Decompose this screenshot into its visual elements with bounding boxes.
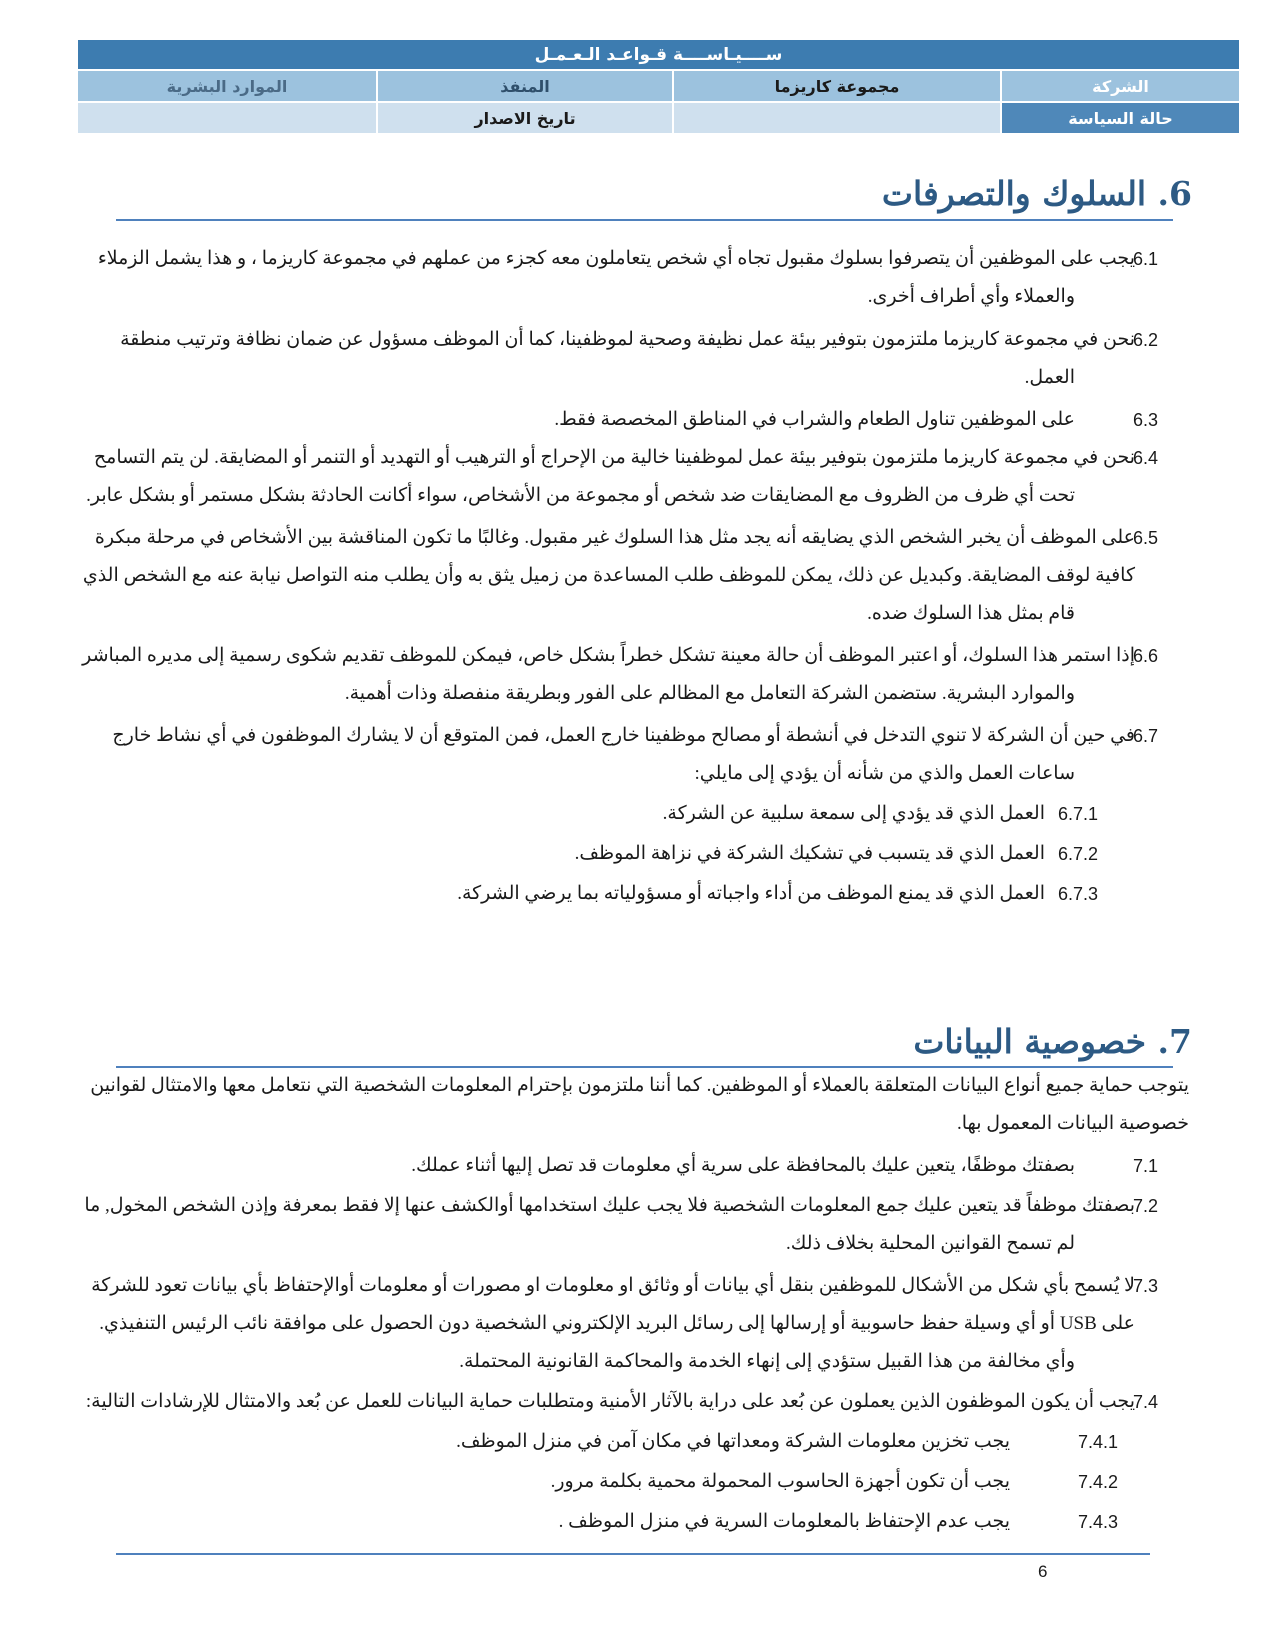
- item-6-1-line-1: يجب على الموظفين أن يتصرفوا بسلوك مقبول تجاه أي شخص يتعاملون معه كجزء من عملهم في مجموعة كاريزما ، و هذا يشمل الزملاء: [97, 248, 1135, 269]
- subitem-number: 7.4.1: [1078, 1432, 1119, 1452]
- item-7-4-1-text: يجب تخزين معلومات الشركة ومعداتها في مكان آمن في منزل الموظف.: [456, 1431, 1010, 1452]
- item-6-4-line-2: تحت أي ظرف من الظروف مع المضايقات ضد شخص أو مجموعة من الأشخاص، سواء أكانت الحادثة بشكل مستمر أو بشكل عابر.: [86, 485, 1075, 506]
- company-label: الشركة: [1001, 70, 1240, 102]
- item-6-2-line-1: نحن في مجموعة كاريزما ملتزمون بتوفير بيئة عمل نظيفة وصحية لموظفينا، كما أن الموظف مسؤول عن ضمان نظافة وترتيب منطقة: [120, 329, 1135, 350]
- item-6-6-line-2: والموارد البشرية. ستضمن الشركة التعامل مع المظالم على الفور وبطريقة منفصلة وذات أهمية.: [344, 683, 1075, 704]
- item-6-7-line-2: ساعات العمل والذي من شأنه أن يؤدي إلى مايلي:: [694, 763, 1075, 784]
- item-6-7-line-1: في حين أن الشركة لا تنوي التدخل في أنشطة أو مصالح موظفينا خارج العمل، فمن المتوقع أن لا يشارك الموظفون في أي نشاط خارج: [112, 725, 1135, 746]
- item-number: 6.5: [1133, 528, 1159, 548]
- item-number: 6.4: [1133, 448, 1159, 468]
- item-number: 6.2: [1133, 330, 1159, 350]
- subitem-number: 6.7.2: [1058, 844, 1099, 864]
- item-6-5-line-1: على الموظف أن يخبر الشخص الذي يضايقه أنه يجد مثل هذا السلوك غير مقبول. وغالبًا ما تكون المناقشة بين الأشخاص في مرحلة مبكرة: [94, 527, 1135, 548]
- subitem-number: 7.4.3: [1078, 1512, 1119, 1532]
- executor-label: المنفذ: [377, 70, 673, 102]
- item-7-4-3-text: يجب عدم الإحتفاظ بالمعلومات السرية في منزل الموظف .: [558, 1511, 1010, 1532]
- header-row-status: [77, 102, 1240, 134]
- item-number: 7.2: [1133, 1196, 1159, 1216]
- issue-date-label: تاريخ الاصدار: [377, 102, 673, 134]
- item-6-1-line-2: والعملاء وأي أطراف أخرى.: [867, 286, 1075, 307]
- status-value: [673, 102, 1001, 134]
- header-row-company: [77, 70, 1240, 102]
- page-number: 6: [1038, 1562, 1048, 1581]
- section-6-heading: 6. السلوك والتصرفات: [881, 174, 1192, 213]
- item-number: 6.6: [1133, 646, 1159, 666]
- item-7-2-line-2: لم تسمح القوانين المحلية بخلاف ذلك.: [785, 1233, 1075, 1254]
- item-6-7-2-text: العمل الذي قد يتسبب في تشكيك الشركة في نزاهة الموظف.: [574, 843, 1045, 864]
- section-6-rule: [116, 219, 1173, 221]
- executor-value: الموارد البشرية: [77, 70, 377, 102]
- item-6-7-1-text: العمل الذي قد يؤدي إلى سمعة سلبية عن الشركة.: [662, 803, 1045, 824]
- section-7-heading: 7. خصوصية البيانات: [913, 1022, 1192, 1061]
- item-6-6-line-1: إذا استمر هذا السلوك، أو اعتبر الموظف أن حالة معينة تشكل خطراً بشكل خاص، فيمكن للموظف تقديم شكوى رسمية إلى مديره المباشر: [82, 645, 1135, 666]
- item-7-4-2-text: يجب أن تكون أجهزة الحاسوب المحمولة محمية بكلمة مرور.: [550, 1471, 1010, 1492]
- subitem-number: 6.7.1: [1058, 804, 1099, 824]
- issue-date-value: [77, 102, 377, 134]
- company-value: مجموعة كاريزما: [673, 70, 1001, 102]
- item-number: 6.1: [1133, 249, 1159, 269]
- item-number: 6.7: [1133, 726, 1159, 746]
- item-7-2-line-1: بصفتك موظفاً قد يتعين عليك جمع المعلومات الشخصية فلا يجب عليك استخدامها أوالكشف عنها إلا فقط بمعرفة وإذن الشخص المخول, ما: [84, 1195, 1135, 1216]
- item-6-3-line-1: على الموظفين تناول الطعام والشراب في المناطق المخصصة فقط.: [554, 409, 1075, 430]
- item-7-3-line-2: على USB أو أي وسيلة حفظ حاسوبية أو إرسالها إلى رسائل البريد الإلكتروني الشخصية دون الحصول على موافقة نائب الرئيس التنفيذي.: [99, 1313, 1135, 1334]
- subitem-number: 6.7.3: [1058, 884, 1099, 904]
- item-number: 7.4: [1133, 1392, 1159, 1412]
- section-7-rule: [116, 1066, 1173, 1068]
- item-6-5-line-3: قام بمثل هذا السلوك ضده.: [867, 603, 1075, 624]
- item-6-5-line-2: كافية لوقف المضايقة. وكبديل عن ذلك، يمكن للموظف طلب المساعدة من زميل يثق به وأن يطلب منه التواصل نيابة عنه مع الشخص الذي: [82, 565, 1135, 586]
- item-7-3-line-1: لا يُسمح بأي شكل من الأشكال للموظفين بنقل أي بيانات أو وثائق او معلومات او مصورات أو معلومات أوالإحتفاظ بأي بيانات تعود للشركة: [91, 1275, 1135, 1296]
- item-number: 7.1: [1133, 1156, 1159, 1176]
- status-label: حالة السياسة: [1001, 102, 1240, 134]
- subitem-number: 7.4.2: [1078, 1472, 1119, 1492]
- item-number: 7.3: [1133, 1276, 1159, 1296]
- item-6-7-3-text: العمل الذي قد يمنع الموظف من أداء واجباته أو مسؤولياته بما يرضي الشركة.: [457, 883, 1045, 904]
- section-7-intro-line-2: خصوصية البيانات المعمول بها.: [956, 1113, 1189, 1134]
- policy-header-table: [77, 39, 1240, 134]
- item-7-4-line-1: يجب أن يكون الموظفون الذين يعملون عن بُعد على دراية بالآثار الأمنية ومتطلبات حماية البيانات للعمل عن بُعد والامتثال للإرشادات التالية:: [85, 1391, 1135, 1412]
- item-number: 6.3: [1133, 410, 1159, 430]
- footer-rule: [116, 1553, 1150, 1555]
- section-7-intro-line-1: يتوجب حماية جميع أنواع البيانات المتعلقة بالعملاء أو الموظفين. كما أننا ملتزمون بإحترام المعلومات الشخصية التي نتعامل معها والامتثال لقوانين: [90, 1075, 1189, 1096]
- item-7-1-line-1: بصفتك موظفًا، يتعين عليك بالمحافظة على سرية أي معلومات قد تصل إليها أثناء عملك.: [411, 1155, 1075, 1176]
- policy-title: ســــيـاســــة قـواعـد الـعـمـل: [77, 39, 1240, 70]
- item-7-3-line-3: وأي مخالفة من هذا القبيل ستؤدي إلى إنهاء الخدمة والمحاكمة القانونية المحتملة.: [459, 1351, 1075, 1372]
- item-6-4-line-1: نحن في مجموعة كاريزما ملتزمون بتوفير بيئة عمل لموظفينا خالية من الإحراج أو الترهيب أو التهديد أو التنمر أو المضايقة. لن يتم التسامح: [93, 447, 1135, 468]
- item-6-2-line-2: العمل.: [1024, 367, 1075, 388]
